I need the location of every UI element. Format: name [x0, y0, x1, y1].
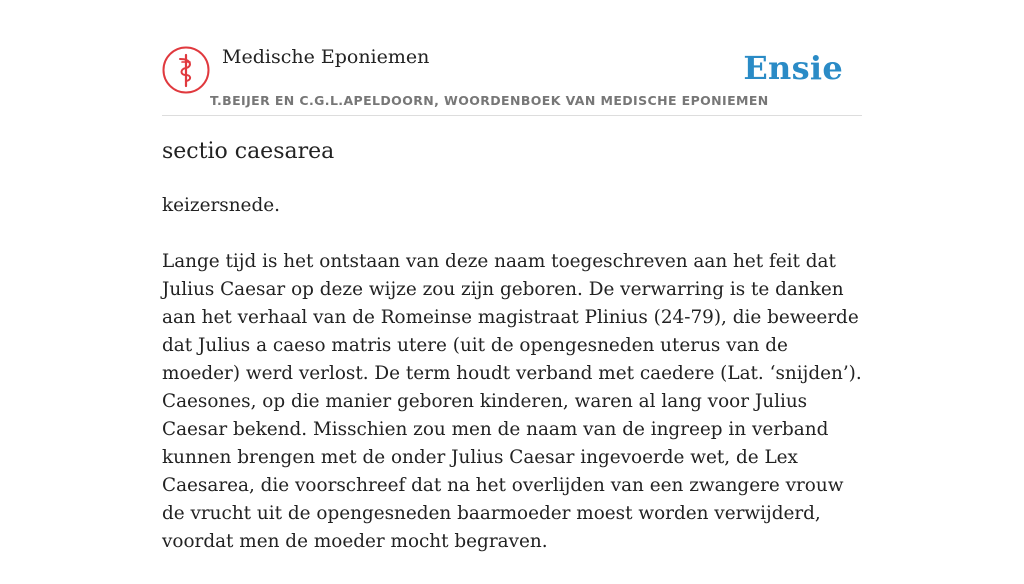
page-header	[162, 44, 862, 116]
dictionary-source[interactable]: T.BEIJER EN C.G.L.APELDOORN, WOORDENBOEK VAN MEDISCHE EPONIEMEN	[210, 93, 769, 108]
entry-term: sectio caesarea	[162, 139, 335, 164]
entry-definition	[162, 192, 870, 584]
ensie-logo[interactable]: Ensie	[743, 49, 843, 87]
caduceus-icon[interactable]	[162, 46, 210, 94]
dictionary-title[interactable]: Medische Eponiemen	[222, 46, 430, 68]
definition-body: Lange tijd is het ontstaan van deze naam toegeschreven aan het feit dat Julius Caesar op deze wijze zou zijn geboren. De verwarring is te danken aan het verhaal van de Romeinse magistraat Plinius (24-79), die beweerde dat Julius a caeso matris utere (uit de opengesneden uterus van de moeder) werd verlost. De term houdt verband met caedere (Lat. ‘snijden’). Caesones, op die manier geboren kinderen, waren al lang voor Julius Caesar bekend. Misschien zou men de naam van de ingreep in verband kunnen brengen met de onder Julius Caesar ingevoerde wet, de Lex Caesarea, die voorschreef dat na het overlijden van een zwangere vrouw de vrucht uit de opengesneden baarmoeder moest worden verwijderd, voordat men de moeder mocht begraven.	[162, 251, 862, 552]
short-definition: keizersnede.	[162, 195, 280, 216]
